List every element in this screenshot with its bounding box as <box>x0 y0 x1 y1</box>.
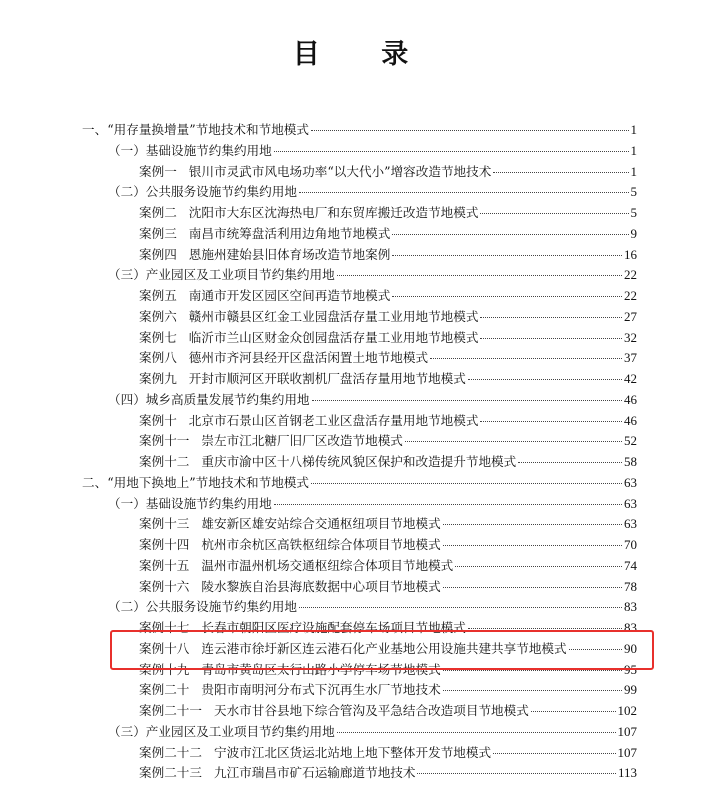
dot-leader <box>299 192 629 193</box>
page-number: 37 <box>624 350 637 366</box>
entry-title: 宁波市江北区货运北站地上地下整体开发节地模式 <box>213 744 492 760</box>
table-of-contents <box>82 120 637 784</box>
page-number: 70 <box>624 537 637 552</box>
dot-leader <box>417 773 616 774</box>
dot-leader <box>443 524 622 525</box>
page-number: 102 <box>617 703 637 718</box>
entry-title: 长春市朝阳区医疗设施配套停车场项目节地模式 <box>201 620 466 635</box>
case-label: 案例十一 <box>139 433 190 449</box>
toc-case-entry[interactable] <box>82 162 637 183</box>
page-number: 58 <box>624 454 637 469</box>
toc-case-entry[interactable] <box>82 743 637 764</box>
toc-case-entry[interactable] <box>82 224 637 245</box>
page-number: 95 <box>624 661 637 677</box>
toc-case-entry[interactable] <box>82 763 637 784</box>
page-number: 5 <box>630 205 637 220</box>
case-label: 案例六 <box>139 308 177 324</box>
dot-leader <box>299 607 622 608</box>
page-number: 22 <box>624 267 637 283</box>
entry-title: 恩施州建始县旧体育场改造节地案例 <box>188 246 391 262</box>
entry-title: 二、“用地下换地上”节地技术和节地模式 <box>82 474 309 490</box>
page-number: 27 <box>624 308 637 324</box>
toc-case-entry[interactable] <box>82 328 637 349</box>
toc-case-entry[interactable] <box>82 452 637 473</box>
page-number: 1 <box>630 142 637 158</box>
case-label: 案例九 <box>139 371 177 386</box>
dot-leader <box>468 628 622 629</box>
page-number: 63 <box>624 474 637 490</box>
entry-title: 雄安新区雄安站综合交通枢纽项目节地模式 <box>201 516 441 532</box>
toc-case-entry[interactable] <box>82 411 637 432</box>
toc-case-entry[interactable] <box>82 556 637 577</box>
toc-case-entry[interactable] <box>82 348 637 369</box>
case-label: 案例十八 <box>139 640 190 656</box>
dot-leader <box>480 421 622 422</box>
dot-leader <box>392 296 622 297</box>
dot-leader <box>337 732 616 733</box>
dot-leader <box>493 753 615 754</box>
toc-section-entry[interactable] <box>82 390 637 411</box>
dot-leader <box>311 130 629 131</box>
case-label: 案例三 <box>139 225 177 241</box>
entry-title: （二）公共服务设施节约集约用地 <box>108 184 297 200</box>
dot-leader <box>468 379 622 380</box>
page-number: 52 <box>624 433 637 449</box>
toc-case-entry[interactable] <box>82 514 637 535</box>
page-number: 113 <box>617 765 637 781</box>
page-number: 5 <box>630 184 637 200</box>
page-number: 99 <box>624 682 637 698</box>
entry-title: 九江市瑞昌市矿石运输廊道节地技术 <box>213 765 416 781</box>
dot-leader <box>480 213 628 214</box>
toc-section-entry[interactable] <box>82 494 637 515</box>
toc-section-entry[interactable] <box>82 182 637 203</box>
dot-leader <box>430 358 622 359</box>
page-number: 83 <box>624 599 637 615</box>
entry-title: 银川市灵武市风电场功率“以大代小”增容改造节地技术 <box>188 163 492 179</box>
toc-case-entry[interactable] <box>82 307 637 328</box>
page-number: 107 <box>617 723 637 739</box>
case-label: 案例十六 <box>139 578 190 594</box>
page-number: 107 <box>617 744 637 760</box>
page-number: 1 <box>630 163 637 179</box>
toc-section-entry[interactable] <box>82 722 637 743</box>
entry-title: （一）基础设施节约集约用地 <box>108 495 272 511</box>
page-number: 32 <box>624 329 637 345</box>
entry-title: 南昌市统筹盘活利用边角地节地模式 <box>188 225 391 241</box>
page-title: 目 录 <box>292 39 435 70</box>
case-label: 案例十九 <box>139 661 190 677</box>
case-label: 案例十七 <box>139 620 190 635</box>
page-number: 16 <box>624 246 637 262</box>
toc-case-entry[interactable] <box>82 286 637 307</box>
page-number: 63 <box>624 495 637 511</box>
toc-chapter-entry[interactable] <box>82 120 637 141</box>
case-label: 案例二十三 <box>139 765 202 781</box>
page-number: 1 <box>630 122 637 137</box>
dot-leader <box>274 504 622 505</box>
case-label: 案例二十一 <box>139 703 202 718</box>
entry-title: （三）产业园区及工业项目节约集约用地 <box>108 723 335 739</box>
case-label: 案例十三 <box>139 516 190 532</box>
toc-chapter-entry[interactable] <box>82 473 637 494</box>
dot-leader <box>518 462 622 463</box>
entry-title: 一、“用存量换增量”节地技术和节地模式 <box>82 122 309 137</box>
entry-title: 南通市开发区园区空间再造节地模式 <box>188 288 391 303</box>
dot-leader <box>337 275 622 276</box>
dot-leader <box>443 587 622 588</box>
dot-leader <box>455 566 622 567</box>
page-number: 46 <box>624 391 637 407</box>
case-label: 案例七 <box>139 329 177 345</box>
toc-case-entry[interactable] <box>82 431 637 452</box>
case-label: 案例十 <box>139 412 177 428</box>
toc-case-entry[interactable] <box>82 203 637 224</box>
dot-leader <box>392 234 628 235</box>
case-label: 案例八 <box>139 350 177 366</box>
page-number: 90 <box>624 640 637 656</box>
dot-leader <box>405 441 622 442</box>
entry-title: （三）产业园区及工业项目节约集约用地 <box>108 267 335 283</box>
dot-leader <box>274 151 629 152</box>
entry-title: 陵水黎族自治县海底数据中心项目节地模式 <box>201 578 441 594</box>
page-number: 74 <box>624 557 637 573</box>
page-number: 22 <box>624 288 637 303</box>
case-label: 案例二十 <box>139 682 190 698</box>
case-label: 案例四 <box>139 246 177 262</box>
page-number: 83 <box>624 620 637 635</box>
toc-case-entry[interactable] <box>82 701 637 722</box>
highlight-box <box>110 630 654 670</box>
case-label: 案例十四 <box>139 537 190 552</box>
entry-title: 德州市齐河县经开区盘活闲置土地节地模式 <box>188 350 429 366</box>
toc-case-entry[interactable] <box>82 535 637 556</box>
toc-case-entry[interactable] <box>82 680 637 701</box>
page-number: 46 <box>624 412 637 428</box>
case-label: 案例二 <box>139 205 177 220</box>
case-label: 案例十五 <box>139 557 190 573</box>
toc-case-entry[interactable] <box>82 369 637 390</box>
toc-section-entry[interactable] <box>82 141 637 162</box>
entry-title: 杭州市余杭区高铁枢纽综合体项目节地模式 <box>201 537 441 552</box>
case-label: 案例一 <box>139 163 177 179</box>
toc-case-entry[interactable] <box>82 245 637 266</box>
entry-title: 重庆市渝中区十八梯传统风貌区保护和改造提升节地模式 <box>201 454 517 469</box>
page-number: 78 <box>624 578 637 594</box>
dot-leader <box>493 172 628 173</box>
dot-leader <box>312 400 623 401</box>
case-label: 案例二十二 <box>139 744 202 760</box>
entry-title: 贵阳市南明河分布式下沉再生水厂节地技术 <box>201 682 441 698</box>
entry-title: 临沂市兰山区财金众创园盘活存量工业用地节地模式 <box>188 329 479 345</box>
dot-leader <box>311 483 622 484</box>
dot-leader <box>480 338 622 339</box>
entry-title: 连云港市徐圩新区连云港石化产业基地公用设施共建共享节地模式 <box>201 640 567 656</box>
entry-title: 天水市甘谷县地下综合管沟及平急结合改造项目节地模式 <box>213 703 529 718</box>
entry-title: 赣州市赣县区红金工业园盘活存量工业用地节地模式 <box>188 308 479 324</box>
entry-title: 北京市石景山区首钢老工业区盘活存量用地节地模式 <box>188 412 479 428</box>
entry-title: 沈阳市大东区沈海热电厂和东贸库搬迁改造节地模式 <box>188 205 479 220</box>
dot-leader <box>443 690 622 691</box>
entry-title: 温州市温州机场交通枢纽综合体项目节地模式 <box>201 557 454 573</box>
entry-title: （四）城乡高质量发展节约集约用地 <box>108 391 310 407</box>
dot-leader <box>531 711 616 712</box>
entry-title: （一）基础设施节约集约用地 <box>108 142 272 158</box>
dot-leader <box>480 317 622 318</box>
case-label: 案例十二 <box>139 454 190 469</box>
dot-leader <box>443 545 622 546</box>
entry-title: （二）公共服务设施节约集约用地 <box>108 599 297 615</box>
page-number: 63 <box>624 516 637 532</box>
entry-title: 开封市顺河区开联收割机厂盘活存量用地节地模式 <box>188 371 466 386</box>
toc-section-entry[interactable] <box>82 597 637 618</box>
toc-case-entry[interactable] <box>82 577 637 598</box>
case-label: 案例五 <box>139 288 177 303</box>
entry-title: 青岛市黄岛区太行山路小学停车场节地模式 <box>201 661 441 677</box>
dot-leader <box>392 255 622 256</box>
toc-section-entry[interactable] <box>82 265 637 286</box>
entry-title: 崇左市江北糖厂旧厂区改造节地模式 <box>201 433 403 449</box>
page-number: 42 <box>624 371 637 386</box>
page-number: 9 <box>630 225 637 241</box>
